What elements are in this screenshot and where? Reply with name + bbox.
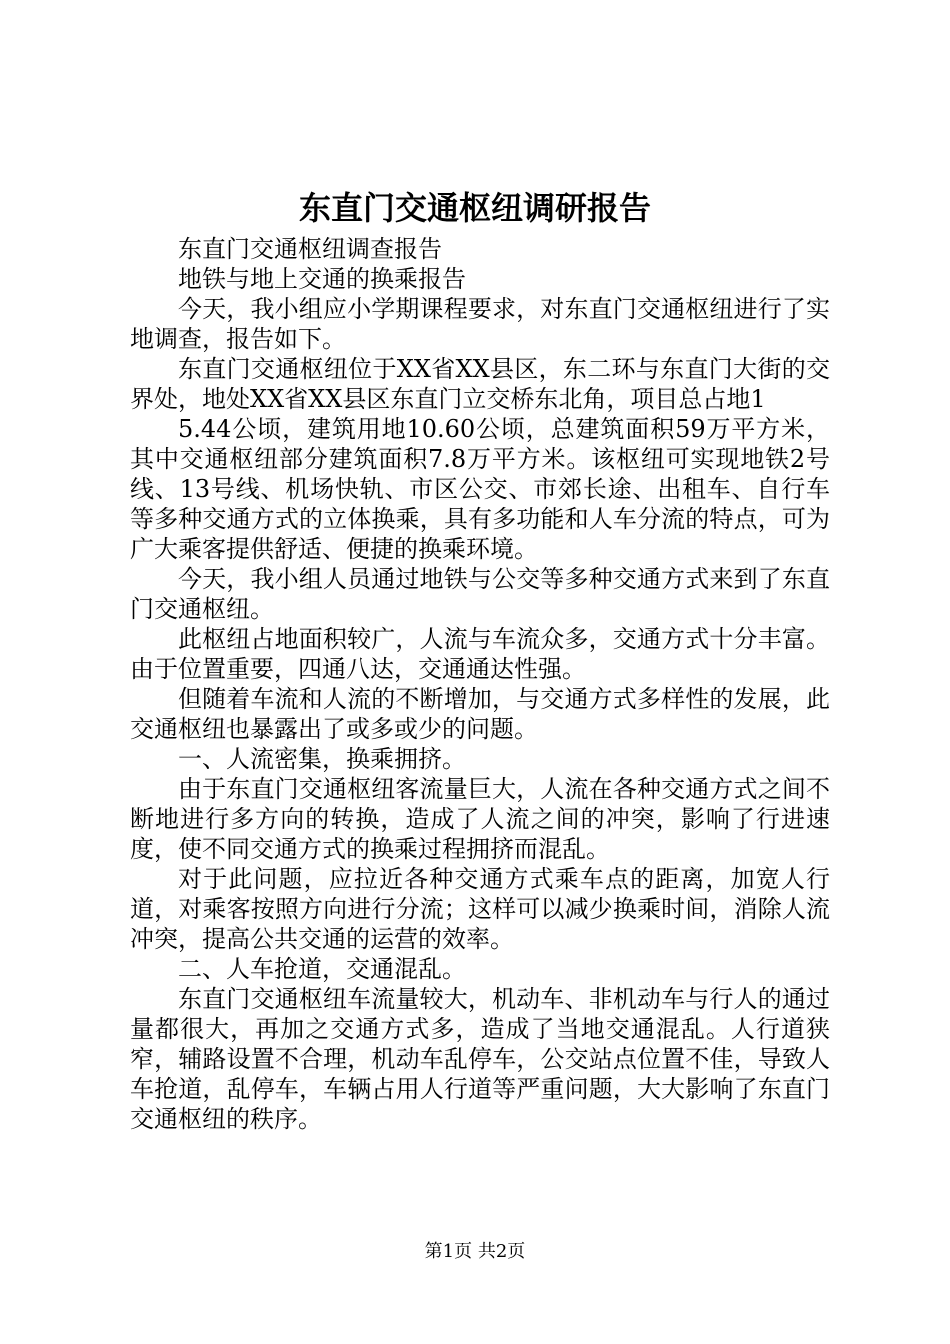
paragraph-intro: 今天，我小组应小学期课程要求，对东直门交通枢纽进行了实地调查，报告如下。	[130, 295, 830, 353]
paragraph-subtitle-1: 东直门交通枢纽调查报告	[178, 235, 442, 263]
paragraph-traffic: 东直门交通枢纽车流量较大，机动车、非机动车与行人的通过量都很大，再加之交通方式多，造成了当地交通混乱。人行道狭窄，辅路设置不合理，机动车乱停车，公交站点位置不佳，导致人车抢道，乱停车，车辆占用人行道等严重问题，大大影响了东直门交通枢纽的秩序。	[130, 985, 830, 1133]
paragraph-overview: 此枢纽占地面积较广，人流与车流众多，交通方式十分丰富。由于位置重要，四通八达，交通通达性强。	[130, 625, 830, 683]
document-body	[130, 234, 830, 1134]
paragraph-crowding: 由于东直门交通枢纽客流量巨大，人流在各种交通方式之间不断地进行多方向的转换，造成了人流之间的冲突，影响了行进速度，使不同交通方式的换乘过程拥挤而混乱。	[130, 775, 830, 863]
paragraph-area: 5.44公顷，建筑用地10.60公顷，总建筑面积59万平方米，其中交通枢纽部分建筑面积7.8万平方米。该枢纽可实现地铁2号线、13号线、机场快轨、市区公交、市郊长途、出租车、自行车等多种交通方式的立体换乘，具有多功能和人车分流的特点，可为广大乘客提供舒适、便捷的换乘环境。	[130, 415, 830, 563]
page-footer: 第1页 共2页	[424, 1241, 526, 1262]
paragraph-subtitle-2: 地铁与地上交通的换乘报告	[178, 265, 466, 293]
paragraph-arrival: 今天，我小组人员通过地铁与公交等多种交通方式来到了东直门交通枢纽。	[130, 565, 830, 623]
section-heading-1: 一、人流密集，换乘拥挤。	[178, 745, 466, 773]
paragraph-location: 东直门交通枢纽位于XX省XX县区，东二环与东直门大街的交界处，地处XX省XX县区东直门立交桥东北角，项目总占地1	[130, 355, 830, 413]
document-title: 东直门交通枢纽调研报告	[298, 189, 651, 227]
paragraph-crowding-solution: 对于此问题，应拉近各种交通方式乘车点的距离，加宽人行道，对乘客按照方向进行分流；这样可以减少换乘时间，消除人流冲突，提高公共交通的运营的效率。	[130, 865, 830, 953]
section-heading-2: 二、人车抢道，交通混乱。	[178, 955, 466, 983]
paragraph-problems: 但随着车流和人流的不断增加，与交通方式多样性的发展，此交通枢纽也暴露出了或多或少的问题。	[130, 685, 830, 743]
